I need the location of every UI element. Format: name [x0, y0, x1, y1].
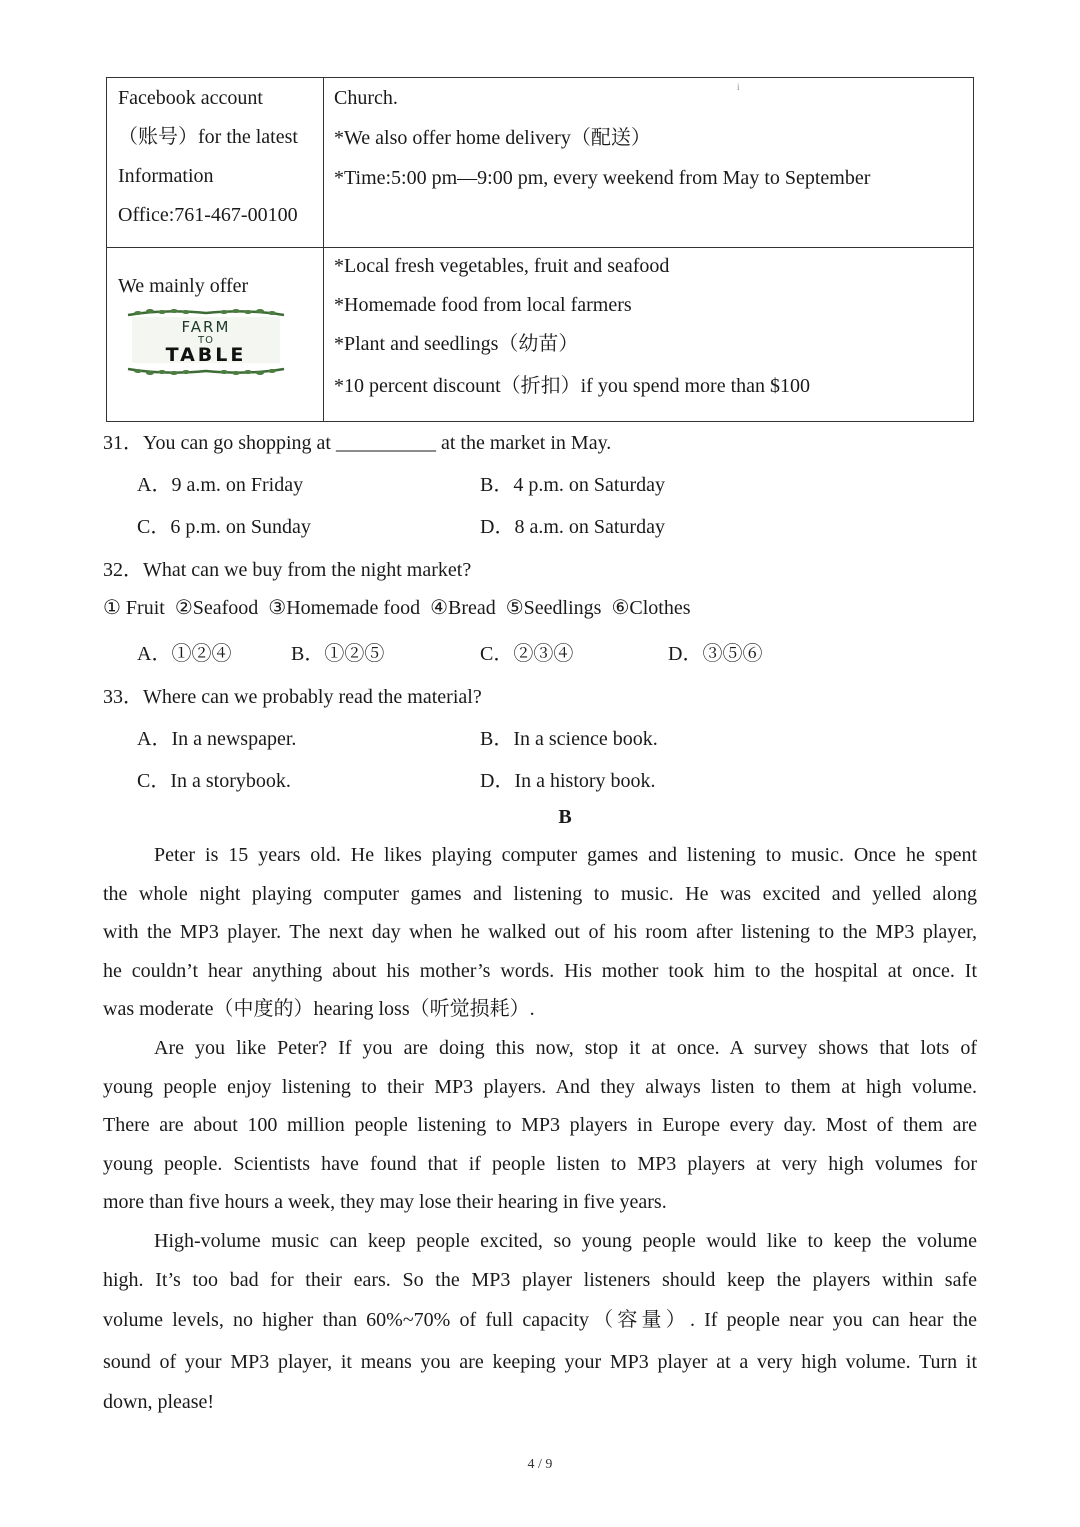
q31-option-b: B．4 p.m. on Saturday	[480, 474, 665, 496]
time-line: *Time:5:00 pm—9:00 pm, every weekend from May to September	[334, 167, 871, 189]
paragraph-line: with the MP3 player. The next day when he walked out of his room after listening to the MP3 player,	[103, 921, 977, 944]
q32-item-list: ① Fruit ②Seafood ③Homemade food ④Bread ⑤Seedlings ⑥Clothes	[103, 597, 691, 619]
page-number: 4 / 9	[527, 1457, 553, 1472]
offer-label: We mainly offer	[118, 275, 249, 297]
q33-option-b: B．In a science book.	[480, 728, 658, 750]
q32-option-a: A．①②④	[137, 643, 232, 665]
contact-line: （账号）for the latest	[118, 126, 298, 148]
contact-cell	[107, 78, 324, 248]
farm-to-table-logo	[124, 307, 288, 377]
paragraph-line: he couldn’t hear anything about his mother’s words. His mother took him to the hospital at once. It	[103, 959, 977, 982]
passage-paragraph-2	[103, 1029, 977, 1222]
paragraph-line: young people. Scientists have found that if people listen to MP3 players at very high volumes for	[103, 1152, 977, 1175]
q33-option-c: C．In a storybook.	[137, 770, 291, 792]
logo-text-to: TO	[198, 335, 214, 346]
offer-item: *Local fresh vegetables, fruit and seafood	[334, 255, 670, 277]
paragraph-line: down, please!	[103, 1391, 215, 1414]
q32-option-b: B．①②⑤	[291, 643, 385, 665]
question-31-stem: 31．You can go shopping at __________ at the market in May.	[103, 432, 612, 454]
q31-option-c: C．6 p.m. on Sunday	[137, 516, 311, 538]
logo-text-table: TABLE	[165, 344, 247, 366]
paragraph-line: was moderate（中度的）hearing loss（听觉损耗）.	[103, 998, 535, 1021]
service-line: Church.	[334, 87, 398, 109]
service-line: *We also offer home delivery（配送）	[334, 127, 651, 149]
paragraph-line: volume levels, no higher than 60%~70% of full capacity（容量）. If people near you can hear the	[103, 1309, 977, 1332]
question-33-stem: 33．Where can we probably read the material?	[103, 686, 482, 708]
paragraph-line: Peter is 15 years old. He likes playing computer games and listening to music. Once he spent	[154, 844, 977, 866]
paragraph-line: sound of your MP3 player, it means you are keeping your MP3 player at a very high volume. Turn it	[103, 1351, 977, 1374]
paragraph-line: young people enjoy listening to their MP3 players. And they always listen to them at high volume.	[103, 1075, 977, 1098]
offer-item: *10 percent discount（折扣）if you spend more than $100	[334, 375, 811, 397]
service-cell	[324, 78, 974, 248]
contact-line: Facebook account	[118, 87, 263, 109]
paragraph-line: There are about 100 million people listening to MP3 players in Europe every day. Most of them are	[103, 1114, 977, 1137]
paragraph-line: more than five hours a week, they may lose their hearing in five years.	[103, 1191, 667, 1214]
paragraph-line: High-volume music can keep people excited, so young people would like to keep the volume	[154, 1230, 977, 1252]
paragraph-line: the whole night playing computer games and listening to music. He was excited and yelled along	[103, 882, 977, 905]
passage-paragraph-3	[103, 1222, 977, 1422]
market-info-table	[106, 77, 974, 422]
q31-option-d: D．8 a.m. on Saturday	[480, 516, 665, 538]
q33-option-d: D．In a history book.	[480, 770, 656, 792]
offer-item: *Plant and seedlings（幼苗）	[334, 333, 579, 355]
office-phone: Office:761-467-00100	[118, 204, 298, 226]
q32-option-d: D．③⑤⑥	[668, 643, 763, 665]
q32-option-c: C．②③④	[480, 643, 574, 665]
section-title: B	[558, 806, 572, 828]
q33-option-a: A．In a newspaper.	[137, 728, 297, 750]
offer-list-cell	[324, 248, 974, 422]
scan-mark: i	[737, 82, 740, 92]
passage-paragraph-1	[103, 836, 977, 1029]
offer-cell	[107, 248, 324, 422]
logo-text-farm: FARM	[181, 318, 231, 336]
question-32-stem: 32．What can we buy from the night market?	[103, 559, 472, 581]
contact-line: Information	[118, 165, 214, 187]
offer-item: *Homemade food from local farmers	[334, 294, 632, 316]
q31-option-a: A．9 a.m. on Friday	[137, 474, 304, 496]
paragraph-line: Are you like Peter? If you are doing this now, stop it at once. A survey shows that lots of	[154, 1037, 977, 1059]
paragraph-line: high. It’s too bad for their ears. So the MP3 player listeners should keep the players within safe	[103, 1268, 977, 1291]
